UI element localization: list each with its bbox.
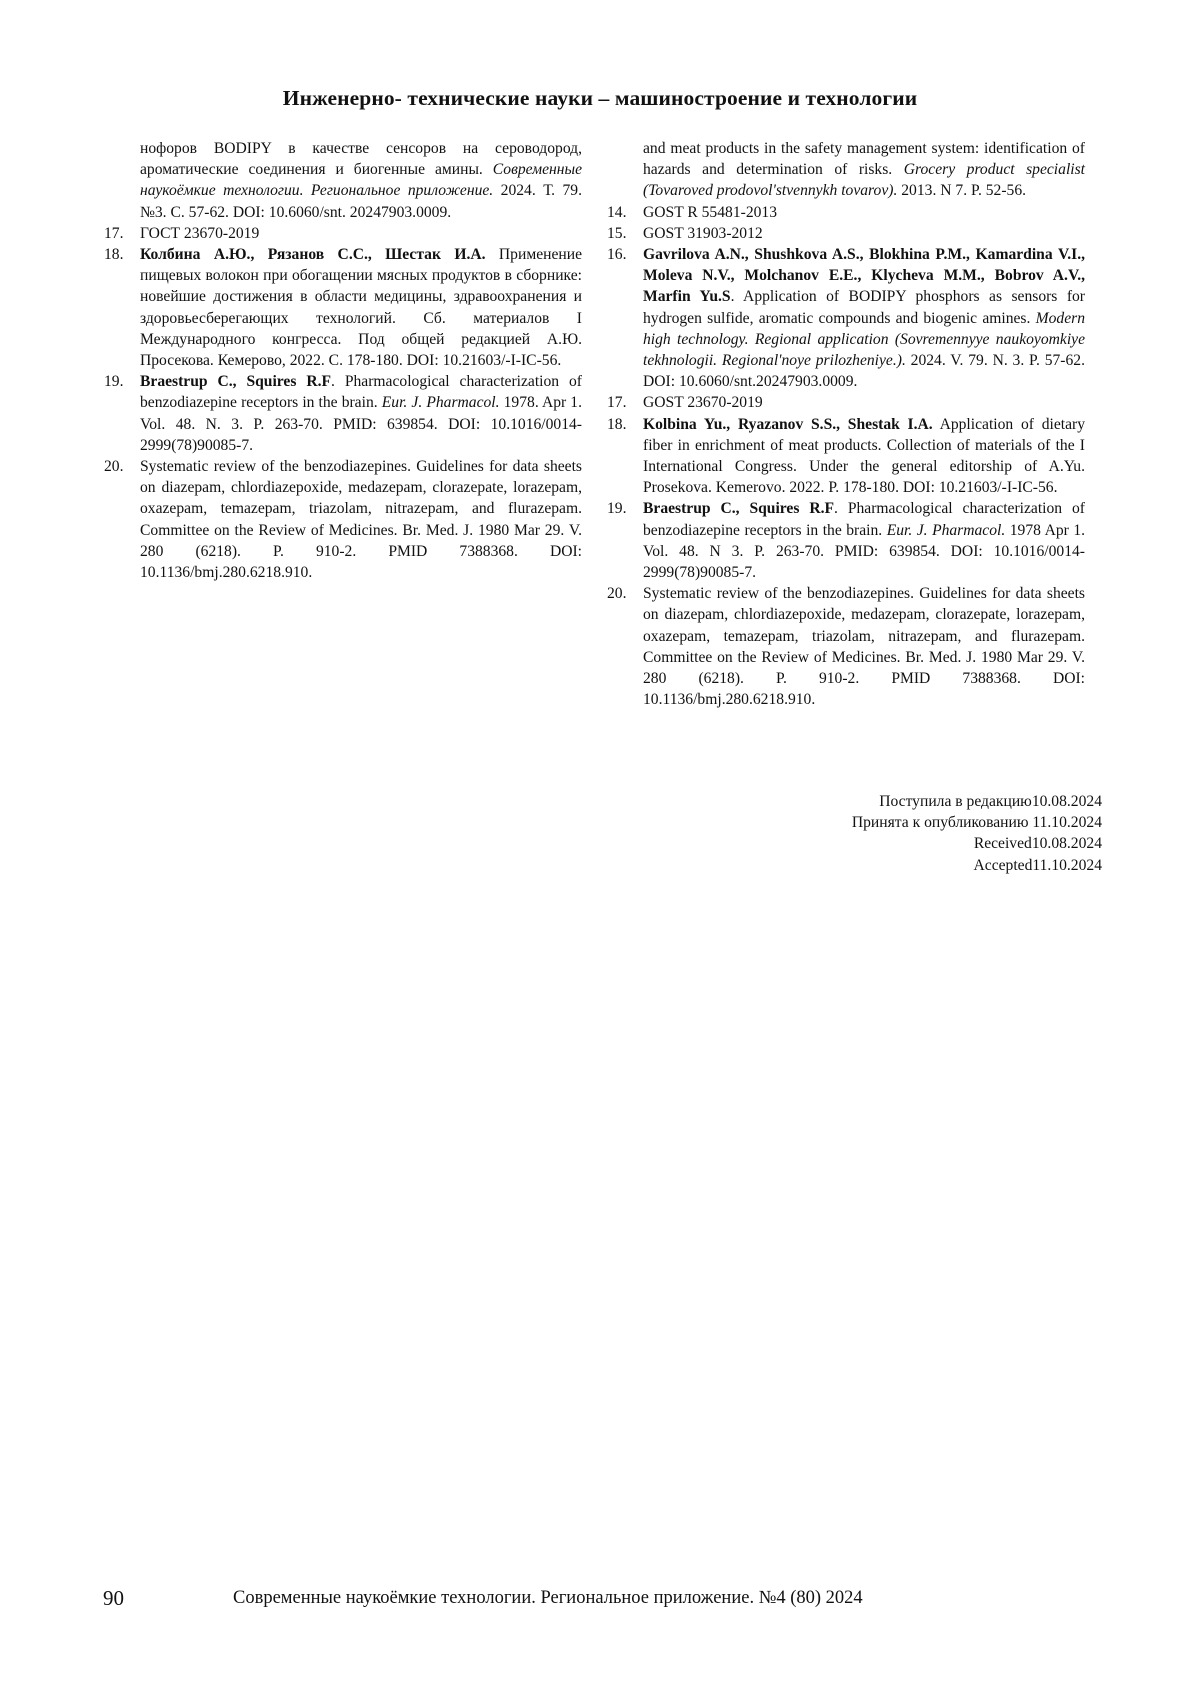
received-date-ru: Поступила в редакцию10.08.2024 xyxy=(879,793,1102,810)
reference-item xyxy=(601,498,1085,583)
right-column xyxy=(601,138,1085,710)
reference-number: 17. xyxy=(607,394,627,412)
reference-number: 20. xyxy=(607,585,627,603)
accepted-date-ru: Принята к опубликованию 11.10.2024 xyxy=(851,814,1102,832)
reference-item xyxy=(601,202,1085,223)
reference-item xyxy=(601,583,1085,710)
reference-item xyxy=(601,223,1085,244)
reference-text: GOST R 55481-2013 xyxy=(643,203,778,221)
reference-item xyxy=(98,456,582,583)
reference-number: 15. xyxy=(607,224,627,242)
reference-number: 20. xyxy=(104,458,124,476)
reference-continuation: нофоров BODIPY в качестве сенсоров на сероводород, ароматические соединения и биогенные амины. Современные наукоёмкие технологии. Региональное приложение. 2024. Т. 79. №3. С. 57-62. DOI: 10.6060/snt. 20247903.0009. xyxy=(140,140,582,221)
reference-number: 19. xyxy=(104,373,124,391)
reference-item xyxy=(601,392,1085,413)
reference-number: 16. xyxy=(607,246,627,264)
reference-item xyxy=(98,244,582,371)
reference-text: Systematic review of the benzodiazepines. Guidelines for data sheets on diazepam, chlordiazepoxide, medazepam, clorazepate, lorazepam, oxazepam, temazepam, triazolam, nitrazepam, and flurazepam. Committee on the Review of Medicines. Br. Med. J. 1980 Mar 29. V. 280 (6218). P. 910-2. PMID 7388368. DOI: 10.1136/bmj.280.6218.910. xyxy=(643,585,1085,709)
reference-text: Колбина А.Ю., Рязанов С.С., Шестак И.А. Применение пищевых волокон при обогащении мясных продуктов в сборнике: новейшие достижения в области медицины, здравоохранения и здоровьесберегающих технологий. Сб. материалов I Международного конгресса. Под общей редакцией А.Ю. Просекова. Кемерово, 2022. С. 178-180. DOI: 10.21603/-I-IC-56. xyxy=(140,246,582,370)
reference-item xyxy=(601,244,1085,392)
reference-item xyxy=(98,371,582,456)
running-header: Инженерно- технические науки – машиностроение и технологии xyxy=(282,86,918,110)
reference-item xyxy=(601,414,1085,499)
reference-text: Gavrilova A.N., Shushkova A.S., Blokhina P.M., Kamardina V.I., Moleva N.V., Molchanov E.E., Klycheva M.M., Bobrov A.V., Marfin Yu.S. Application of BODIPY phosphors as sensors for hydrogen sulfide, aromatic compounds and biogenic amines. Modern high technology. Regional application (Sovremennyye naukoyomkiye tekhnologii. Regional'noye prilozheniye.). 2024. V. 79. N. 3. P. 57-62. DOI: 10.6060/snt.20247903.0009. xyxy=(643,246,1085,391)
footer-journal-title: Современные наукоёмкие технологии. Региональное приложение. №4 (80) 2024 xyxy=(233,1588,863,1608)
reference-number: 17. xyxy=(104,224,124,242)
accepted-date-en: Accepted11.10.2024 xyxy=(973,856,1102,874)
left-column xyxy=(98,138,582,583)
reference-text: ГОСТ 23670-2019 xyxy=(140,224,260,242)
reference-text: Braestrup C., Squires R.F. Pharmacological characterization of benzodiazepine receptors in the brain. Eur. J. Pharmacol. 1978. Apr 1. Vol. 48. N. 3. P. 263-70. PMID: 639854. DOI: 10.1016/0014-2999(78)90085-7. xyxy=(140,373,583,454)
page-footer xyxy=(0,1586,1200,1616)
reference-text: Kolbina Yu., Ryazanov S.S., Shestak I.A. Application of dietary fiber in enrichment of meat products. Collection of materials of the I International Congress. Under the general editorship of A.Yu. Prosekova. Kemerovo. 2022. P. 178-180. DOI: 10.21603/-I-IC-56. xyxy=(643,415,1085,497)
reference-number: 14. xyxy=(607,203,627,221)
reference-text: GOST 31903-2012 xyxy=(643,224,763,242)
reference-continuation: and meat products in the safety management system: identification of hazards and determination of risks. Grocery product specialist (Tovaroved prodovol'stvennykh tovarov). 2013. N 7. P. 52-56. xyxy=(643,140,1086,200)
reference-number: 18. xyxy=(607,415,627,433)
page-number: 90 xyxy=(103,1586,124,1610)
reference-item xyxy=(98,223,582,244)
reference-number: 19. xyxy=(607,500,627,518)
reference-text: Systematic review of the benzodiazepines. Guidelines for data sheets on diazepam, chlordiazepoxide, medazepam, clorazepate, lorazepam, oxazepam, temazepam, triazolam, nitrazepam, and flurazepam. Committee on the Review of Medicines. Br. Med. J. 1980 Mar 29. V. 280 (6218). P. 910-2. PMID 7388368. DOI: 10.1136/bmj.280.6218.910. xyxy=(140,458,582,582)
received-date-en: Received10.08.2024 xyxy=(973,835,1102,853)
submission-dates xyxy=(852,791,1102,876)
reference-text: GOST 23670-2019 xyxy=(643,394,763,412)
reference-number: 18. xyxy=(104,246,124,264)
reference-text: Braestrup C., Squires R.F. Pharmacological characterization of benzodiazepine receptors in the brain. Eur. J. Pharmacol. 1978 Apr 1. Vol. 48. N 3. P. 263-70. PMID: 639854. DOI: 10.1016/0014-2999(78)90085-7. xyxy=(643,500,1086,582)
